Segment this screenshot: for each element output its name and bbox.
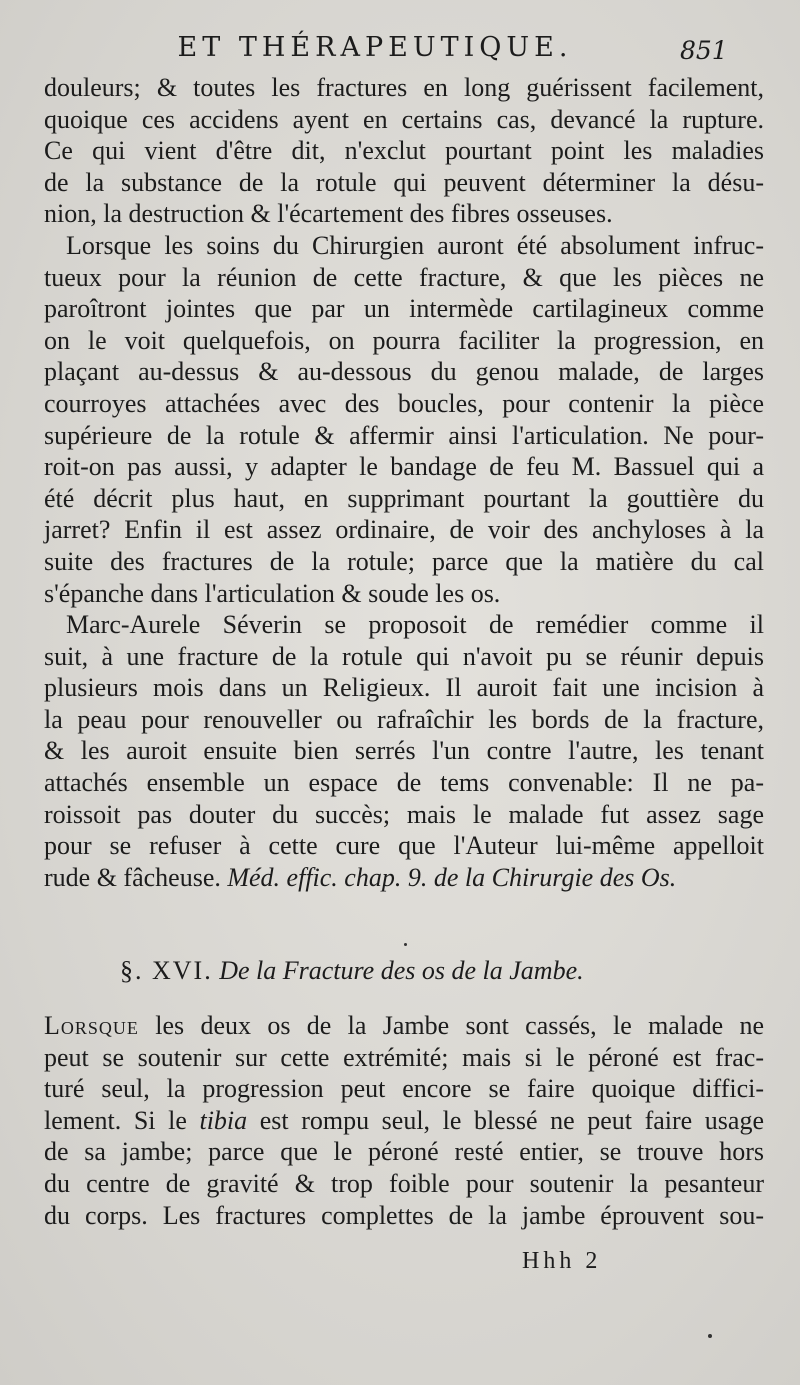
text-line: été décrit plus haut, en supprimant pourtant la gouttière du [44, 483, 764, 513]
italic-term: tibia [199, 1105, 248, 1135]
page-number: 851 [680, 36, 728, 65]
text-line: du centre de gravité & trop foible pour soutenir la pesanteur [44, 1168, 764, 1198]
paragraph-first-line [44, 1010, 764, 1042]
text-run: les deux os de la Jambe sont cassés, le malade ne [155, 1011, 765, 1040]
text-run: est rompu seul, le blessé ne peut faire usage [259, 1105, 765, 1135]
signature-mark: Hhh 2 [522, 1248, 602, 1274]
text-line: & les auroit ensuite bien serrés l'un contre l'autre, les tenant [44, 736, 764, 766]
text-line: quoique ces accidens ayent en certains cas, devancé la rupture. [44, 104, 764, 134]
text-line: tueux pour la réunion de cette fracture, & que les pièces ne [44, 262, 764, 292]
text-line: s'épanche dans l'articulation & soude les os. [44, 578, 501, 608]
text-line: de sa jambe; parce que le péroné resté entier, se trouve hors [44, 1137, 764, 1167]
text-line: Ce qui vient d'être dit, n'exclut pourtant point les maladies [44, 136, 764, 166]
ink-speck [404, 943, 407, 946]
text-line: plaçant au-dessus & au-dessous du genou malade, de larges [44, 357, 764, 387]
text-line: supérieure de la rotule & affermir ainsi l'articulation. Ne pour- [44, 420, 764, 450]
ink-speck [708, 1334, 712, 1338]
text-line [44, 1105, 764, 1137]
text-line: paroîtront jointes que par un intermède cartilagineux comme [44, 294, 764, 324]
paragraph-first-line: Marc-Aurele Séverin se proposoit de remédier comme il [66, 610, 764, 640]
section-number: §. XVI. [120, 956, 213, 985]
text-line: de la substance de la rotule qui peuvent déterminer la désu- [44, 167, 764, 197]
text-line-citation [44, 862, 764, 894]
text-line: peut se soutenir sur cette extrémité; mais si le péroné est frac- [44, 1042, 764, 1072]
text-block-lower [44, 1010, 764, 1231]
text-line: du corps. Les fractures complettes de la jambe éprouvent sou- [44, 1200, 764, 1230]
text-line: pour se refuser à cette cure que l'Auteur lui-même appelloit [44, 831, 764, 861]
text-line: attachés ensemble un espace de tems convenable: Il ne pa- [44, 768, 764, 798]
text-line: suit, à une fracture de la rotule qui n'avoit pu se réunir depuis [44, 641, 764, 671]
text-line: roit-on pas aussi, y adapter le bandage de feu M. Bassuel qui a [44, 452, 764, 482]
text-line: nion, la destruction & l'écartement des fibres osseuses. [44, 199, 613, 229]
section-title: De la Fracture des os de la Jambe. [219, 956, 584, 985]
paragraph-first-line: Lorsque les soins du Chirurgien auront été absolument infruc- [66, 230, 764, 260]
drop-word: Lorsque [44, 1011, 139, 1040]
text-run: lement. Si le [44, 1105, 187, 1135]
text-line: turé seul, la progression peut encore se faire quoique diffici- [44, 1074, 764, 1104]
text-line: jarret? Enfin il est assez ordinaire, de voir des anchyloses à la [44, 515, 764, 545]
citation-plain: rude & fâcheuse. [44, 862, 221, 892]
text-line: suite des fractures de la rotule; parce que la matière du cal [44, 546, 764, 576]
text-block-upper [44, 72, 764, 893]
text-line: roissoit pas douter du succès; mais le malade fut assez sage [44, 799, 764, 829]
section-heading [120, 956, 680, 986]
text-line: on le voit quelquefois, on pourra faciliter la progression, en [44, 325, 764, 355]
citation-reference: Méd. effic. chap. 9. de la Chirurgie des Os. [227, 862, 677, 892]
text-line: courroyes attachées avec des boucles, pour contenir la pièce [44, 388, 764, 418]
text-line: plusieurs mois dans un Religieux. Il auroit fait une incision à [44, 673, 764, 703]
text-line: la peau pour renouveller ou rafraîchir les bords de la fracture, [44, 704, 764, 734]
running-head: ET THÉRAPEUTIQUE. [177, 32, 573, 63]
text-line: douleurs; & toutes les fractures en long guérissent facilement, [44, 73, 764, 102]
